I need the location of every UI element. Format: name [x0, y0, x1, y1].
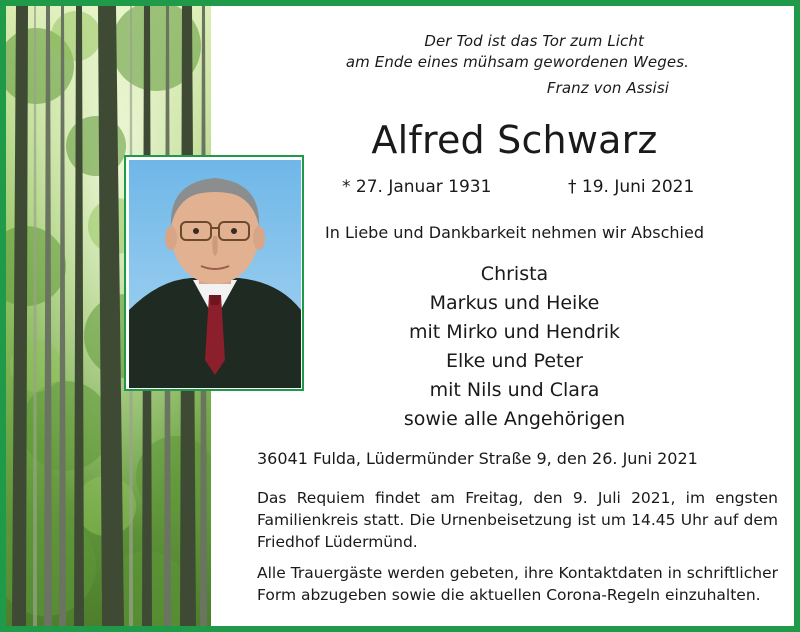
mourner-line: sowie alle Angehörigen [403, 408, 626, 430]
corona-notice: Alle Trauergäste werden gebeten, ihre Kontaktdaten in schriftlicher Form abzugeben sowie die aktuellen Corona-Regeln einzuhalten. [257, 564, 778, 604]
mourner-line: mit Mirko und Hendrik [408, 321, 621, 343]
address-date-line: 36041 Fulda, Lüdermünder Straße 9, den 26. Juni 2021 [257, 449, 698, 468]
birth-date: * 27. Januar 1931 [342, 177, 492, 197]
deceased-name: Alfred Schwarz [371, 118, 658, 162]
death-date: † 19. Juni 2021 [568, 177, 695, 197]
quote-line: am Ende eines mühsam gewordenen Weges. [345, 53, 689, 71]
mourners-list [211, 260, 800, 434]
mourner-line: Christa [480, 263, 549, 285]
mourner-line: Markus und Heike [429, 292, 600, 314]
mourner-line: mit Nils und Clara [429, 379, 600, 401]
quote-line: Der Tod ist das Tor zum Licht [424, 32, 644, 50]
quote-author: Franz von Assisi [546, 79, 669, 97]
requiem-info: Das Requiem findet am Freitag, den 9. Juli 2021, im engsten Familienkreis statt. Die Urnenbeisetzung ist um 14.45 Uhr auf dem Friedhof Lüdermünd. [257, 489, 778, 551]
mourner-line: Elke und Peter [446, 350, 583, 372]
farewell-intro: In Liebe und Dankbarkeit nehmen wir Abschied [325, 223, 704, 242]
